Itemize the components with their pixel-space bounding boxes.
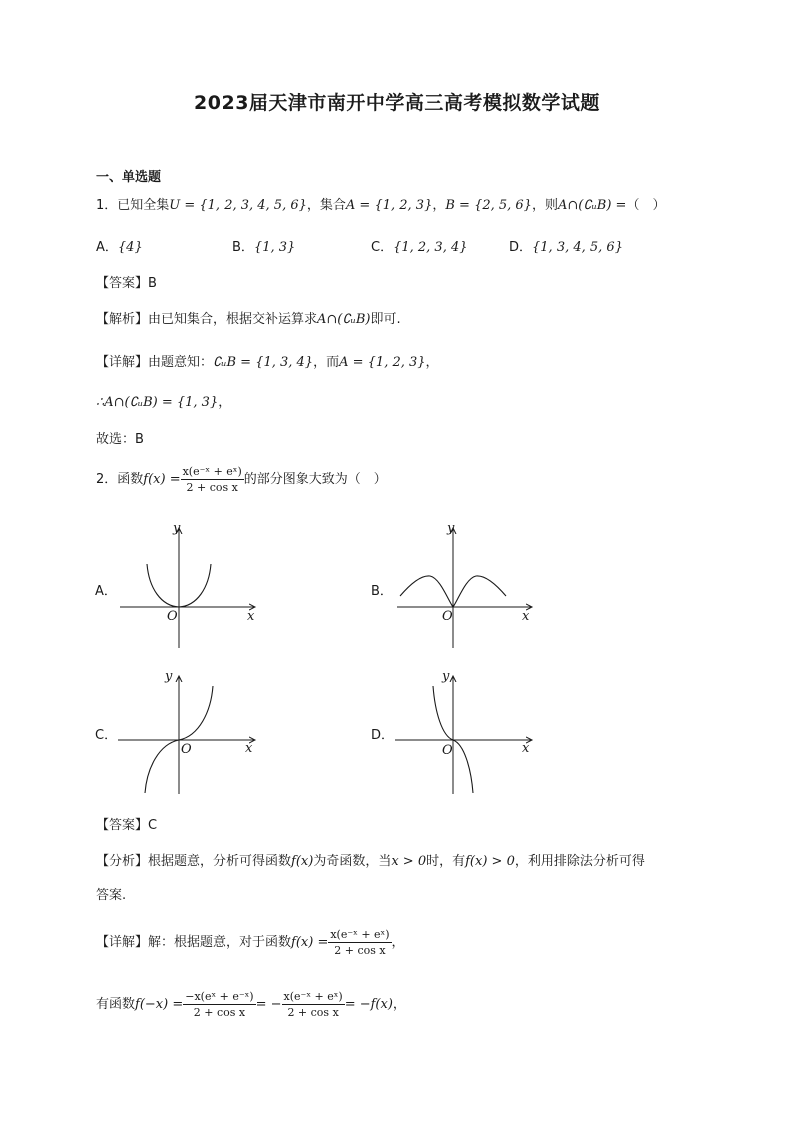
q1-universal-set: U = {1, 2, 3, 4, 5, 6} [169, 198, 307, 213]
page-title: 2023届天津市南开中学高三高考模拟数学试题 [194, 92, 600, 114]
q1-expression: A∩(∁ᵤB) = [557, 198, 627, 213]
analysis-text: 为奇函数，当 [313, 854, 392, 869]
detail-fraction [328, 928, 391, 957]
answer-value: B [148, 276, 157, 291]
odd-text: ， [392, 997, 406, 1012]
answer-tag: 【答案】 [96, 818, 149, 833]
graph-c-label: C． [95, 728, 118, 743]
fraction-denominator: 2 + cos x [186, 481, 238, 494]
q1-choose: 故选：B [96, 432, 144, 447]
q1-text: ， [432, 198, 446, 213]
graph-d-label: D． [371, 728, 395, 743]
odd-fraction-1 [183, 990, 255, 1019]
origin-label: O [442, 609, 453, 624]
q1-prefix: 1．已知全集 [96, 198, 170, 213]
fraction-denominator: 2 + cos x [334, 944, 386, 957]
graph-c [115, 668, 265, 798]
q1-option-a: A．{4} [96, 240, 143, 255]
graph-b [392, 520, 542, 650]
q2-detail [96, 928, 405, 957]
analysis-expression: x > 0 [391, 854, 427, 869]
analysis-text: 时，有 [426, 854, 466, 869]
fraction-numerator: −x(eˣ + e⁻ˣ) [185, 990, 254, 1003]
q1-option-d: D．{1, 3, 4, 5, 6} [509, 240, 623, 255]
y-axis-label: y [442, 669, 450, 684]
graph-d [392, 668, 542, 798]
detail-tag: 【详解】 [96, 935, 149, 950]
q1-option-b: B．{1, 3} [232, 240, 296, 255]
origin-label: O [442, 743, 453, 758]
graph-b-label: B． [371, 584, 393, 599]
answer-value: C [148, 818, 158, 833]
q1-blank: （ ） [626, 198, 666, 213]
q2-function-fraction [181, 465, 244, 494]
graph-a-label: A． [95, 584, 117, 599]
q1-text: ，则 [531, 198, 558, 213]
detail-text: 由题意知： [148, 355, 214, 370]
fraction-numerator: x(e⁻ˣ + eˣ) [330, 928, 390, 941]
q1-detail [96, 351, 439, 370]
q1-conclusion [96, 391, 231, 410]
detail-text: ， [425, 355, 439, 370]
q2-answer [96, 814, 157, 833]
detail-text: 解：根据题意，对于函数 [148, 935, 292, 950]
conclusion-expression: ∴A∩(∁ᵤB) = {1, 3} [96, 395, 219, 410]
fraction-numerator: x(e⁻ˣ + eˣ) [182, 465, 242, 478]
analysis-text: 根据题意，分析可得函数 [148, 854, 292, 869]
detail-expression: f(x) = [291, 935, 329, 950]
odd-expression: = −f(x) [344, 997, 393, 1012]
detail-expression: ∁ᵤB = {1, 3, 4} [213, 355, 314, 370]
q1-stem [96, 194, 665, 213]
odd-fraction-2 [282, 990, 345, 1019]
q1-set-b: B = {2, 5, 6} [445, 198, 532, 213]
graph-a [115, 520, 265, 650]
y-axis-label: y [165, 669, 173, 684]
odd-expression: = − [255, 997, 282, 1012]
detail-expression: A = {1, 2, 3} [339, 355, 426, 370]
detail-tag: 【详解】 [96, 355, 149, 370]
q1-set-a: A = {1, 2, 3} [345, 198, 433, 213]
x-axis-label: x [522, 609, 530, 624]
section-heading: 一、单选题 [96, 170, 162, 185]
q1-option-c: C．{1, 2, 3, 4} [371, 240, 468, 255]
q1-answer [96, 272, 157, 291]
origin-label: O [181, 742, 192, 757]
analysis-expression: A∩(∁ᵤB) [317, 312, 371, 327]
fraction-numerator: x(e⁻ˣ + eˣ) [283, 990, 343, 1003]
q2-text: 的部分图象大致为（ ） [243, 472, 387, 487]
odd-expression: f(−x) = [135, 997, 184, 1012]
q2-odd-proof [96, 990, 406, 1019]
q2-function-left: f(x) = [143, 472, 181, 487]
q2-analysis-cont: 答案. [96, 888, 127, 903]
x-axis-label: x [245, 741, 253, 756]
x-axis-label: x [247, 609, 255, 624]
y-axis-label: y [173, 521, 181, 536]
origin-label: O [167, 609, 178, 624]
answer-tag: 【答案】 [96, 276, 149, 291]
detail-text: ，而 [313, 355, 340, 370]
analysis-text: ，利用排除法分析可得 [514, 854, 645, 869]
analysis-text: 由已知集合，根据交补运算求 [148, 312, 318, 327]
q1-text: ，集合 [306, 198, 346, 213]
analysis-expression: f(x) [291, 854, 314, 869]
fraction-denominator: 2 + cos x [287, 1006, 339, 1019]
analysis-tag: 【解析】 [96, 312, 149, 327]
analysis-expression: f(x) > 0 [465, 854, 515, 869]
conclusion-text: ， [218, 395, 232, 410]
analysis-text: 即可. [370, 312, 401, 327]
fraction-denominator: 2 + cos x [193, 1006, 246, 1019]
q1-analysis [96, 308, 401, 327]
y-axis-label: y [447, 521, 455, 536]
odd-prefix: 有函数 [96, 997, 136, 1012]
q2-stem [96, 465, 387, 494]
detail-text: ， [391, 935, 405, 950]
analysis-tag: 【分析】 [96, 854, 149, 869]
q2-prefix: 2．函数 [96, 472, 144, 487]
q2-analysis [96, 850, 645, 869]
x-axis-label: x [522, 741, 530, 756]
